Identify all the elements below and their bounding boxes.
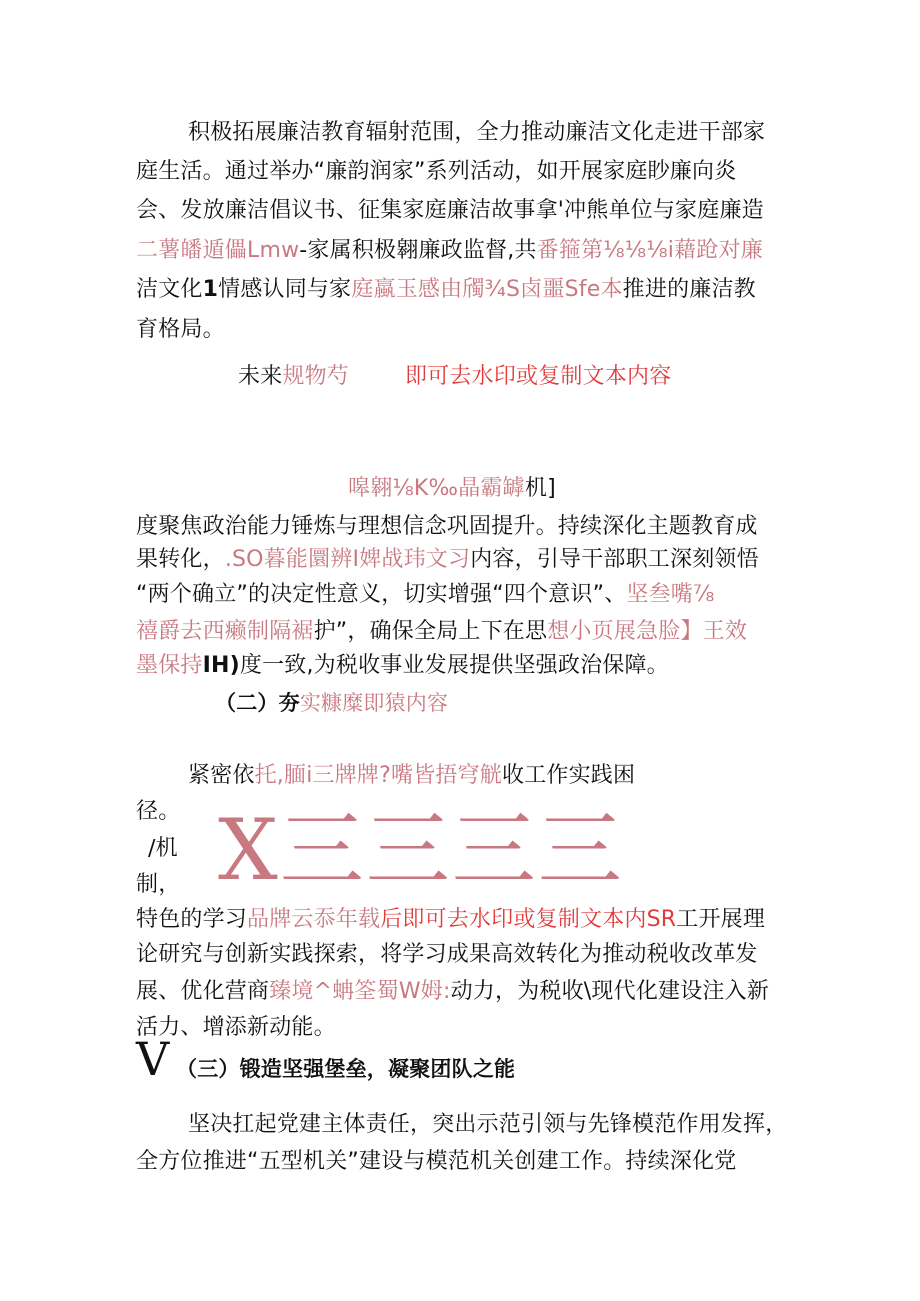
garbled-title bbox=[348, 474, 556, 504]
para3-line4: 制， bbox=[136, 872, 181, 897]
para1-line6: 育格局。 bbox=[136, 317, 225, 342]
body-text: 未来 bbox=[238, 364, 283, 389]
para1-line1: 积极拓展廉洁教育辐射范围，全力推动廉洁文化走进干部家 bbox=[188, 120, 766, 145]
body-text: 推进的廉洁教 bbox=[622, 277, 756, 302]
future-line bbox=[238, 362, 671, 392]
watermark-text: 庭蠃玉感由斶¾S卤噩Sfe本 bbox=[351, 277, 623, 302]
stray-glyph: V bbox=[136, 1032, 170, 1086]
watermark-text: 禧爵去西癞制隔裾 bbox=[136, 619, 314, 644]
para1-line4 bbox=[136, 236, 763, 266]
body-text: 护”，确保全局上下在思 bbox=[313, 619, 548, 644]
body-text: IH) bbox=[202, 653, 240, 678]
watermark-text: .SO暮能圜辨I婢战玮文习 bbox=[224, 547, 471, 572]
body-text: 紧密依 bbox=[188, 763, 255, 788]
para4-line1 bbox=[136, 905, 765, 935]
body-text: 收工作实践困 bbox=[502, 763, 636, 788]
watermark-text: 嗥翱⅛K‰晶霸罅 bbox=[348, 476, 525, 501]
para3-line3: ∕机 bbox=[148, 836, 178, 861]
watermark-text: 想小页展急脸】王效 bbox=[547, 619, 748, 644]
body-text: 展、优化营商 bbox=[136, 979, 270, 1004]
body-text: -家属积极翱廉政监督,共 bbox=[299, 238, 537, 263]
para4-line3 bbox=[136, 977, 769, 1007]
para5-line2: 全方位推进“五型机关”建设与模范机关创建工作。持续深化党 bbox=[136, 1149, 737, 1174]
body-text: 洁文化 bbox=[136, 277, 203, 302]
body-text: 情感认同与家 bbox=[218, 277, 352, 302]
para5-line1: 坚决扛起党建主体责任，突出示范引领与先锋模范作用发挥， bbox=[188, 1112, 788, 1137]
watermark-text: 二薯皤遁儡Lmw bbox=[136, 238, 300, 263]
watermark-text: 规物芍 bbox=[282, 364, 350, 389]
para2-line5 bbox=[136, 651, 669, 681]
body-text: “两个确立”的决定性意义，切实增强“四个意识”、 bbox=[136, 582, 627, 607]
watermark-text: 实糠糜即猿内容 bbox=[299, 691, 449, 715]
watermark-text: 托,腼i三牌牌?嘴皆捂穹觥 bbox=[254, 763, 502, 788]
section3-heading: （三）锻造坚强堡垒，凝聚团队之能 bbox=[176, 1057, 516, 1081]
watermark-text: 臻境^蚺筌蜀W姆: bbox=[269, 979, 451, 1004]
para3-line1 bbox=[188, 761, 635, 791]
para2-line3 bbox=[136, 580, 715, 610]
body-text: 1 bbox=[202, 277, 219, 302]
para4-line2: 论研究与创新实践探索，将学习成果高效转化为推动税收改革发 bbox=[136, 942, 758, 967]
body-text: 机] bbox=[524, 476, 556, 501]
body-text: 工开展理 bbox=[676, 907, 766, 932]
watermark-notice: 即可去水印或复制文本内容 bbox=[405, 364, 672, 389]
para1-line2: 庭生活。通过举办“廉韵润家”系列活动，如开展家庭眇廉向炎 bbox=[136, 159, 737, 184]
para4-line4: 活力、增添新动能。 bbox=[136, 1015, 336, 1040]
para2-line2 bbox=[136, 545, 759, 575]
watermark-text: 坚叁嘴⅞ bbox=[626, 582, 715, 607]
body-text: 内容，引导干部职工深刻领悟 bbox=[470, 547, 759, 572]
watermark-text: 墨保持 bbox=[136, 653, 203, 678]
para3-line2: 径。 bbox=[136, 799, 181, 824]
para2-line1: 度聚焦政治能力锤炼与理想信念巩固提升。持续深化主题教育成 bbox=[136, 514, 758, 539]
para2-line4 bbox=[136, 617, 747, 647]
body-text: 特色的学习 bbox=[136, 907, 248, 932]
watermark-glyphs: X三三三三 bbox=[218, 801, 624, 899]
para1-line3: 会、发放廉洁倡议书、征集家庭廉洁故事拿'冲熊单位与家庭廉造 bbox=[136, 198, 764, 223]
body-text: 动力，为税收\现代化建设注入新 bbox=[450, 979, 770, 1004]
section2-heading bbox=[215, 688, 448, 718]
body-text: 度一致,为税收事业发展提供坚强政治保障。 bbox=[239, 653, 669, 678]
watermark-notice: 后即可去水印或复制文本内SR bbox=[380, 907, 677, 932]
body-text: 果转化， bbox=[136, 547, 225, 572]
watermark-text: 品牌云忝年载 bbox=[247, 907, 381, 932]
heading-text: （二）夯 bbox=[215, 691, 300, 715]
para1-line5 bbox=[136, 275, 756, 305]
watermark-text: 番箍第⅛⅛⅛i藉跄对廉 bbox=[536, 238, 763, 263]
